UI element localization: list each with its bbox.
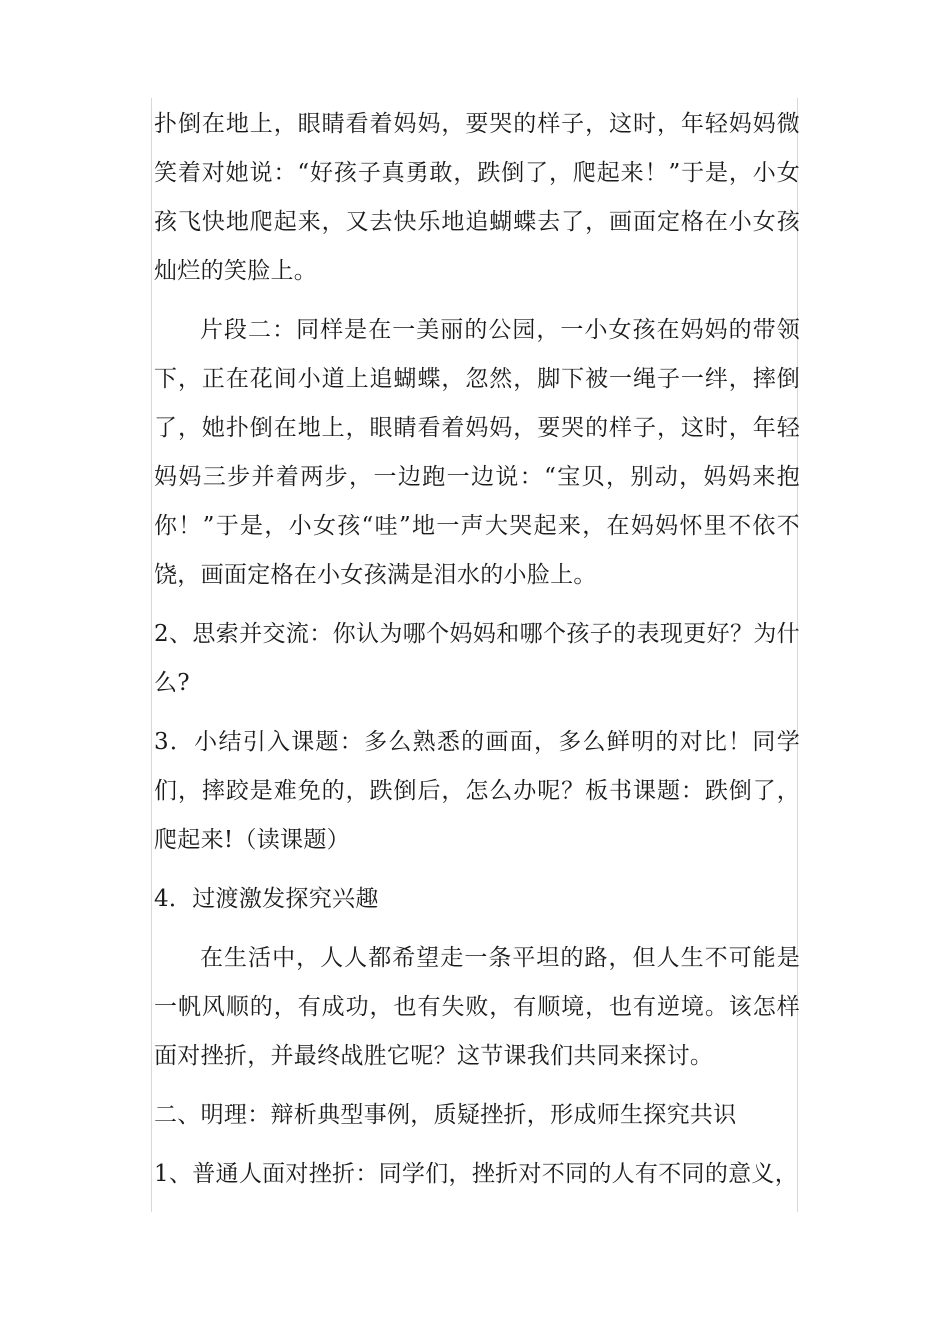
paragraph-transition-heading: 4．过渡激发探究兴趣 [154,886,379,912]
paragraph-summary: 3．小结引入课题：多么熟悉的画面，多么鲜明的对比！同学们，摔跤是难免的，跌倒后，怎么办呢？板书课题：跌倒了，爬起来!（读课题） [154,729,800,853]
paragraph-ordinary-people: 1、普通人面对挫折：同学们，挫折对不同的人有不同的意义， [154,1161,799,1187]
section-heading-two: 二、明理：辩析典型事例，质疑挫折，形成师生探究共识 [154,1102,737,1128]
paragraph-discussion: 2、思索并交流：你认为哪个妈妈和哪个孩子的表现更好？为什么? [154,621,800,696]
paragraph-transition: 在生活中，人人都希望走一条平坦的路，但人生不可能是一帆风顺的，有成功，也有失败，有顺境，也有逆境。该怎样面对挫折，并最终战胜它呢？这节课我们共同来探讨。 [154,945,800,1069]
paragraph-story-two: 片段二：同样是在一美丽的公园，一小女孩在妈妈的带领下，正在花间小道上追蝴蝶，忽然，脚下被一绳子一绊，摔倒了，她扑倒在地上，眼睛看着妈妈，要哭的样子，这时，年轻妈妈三步并着两步，一边跑一边说：“宝贝，别动，妈妈来抱你！”于是，小女孩“哇”地一声大哭起来，在妈妈怀里不依不饶，画面定格在小女孩满是泪水的小脸上。 [154,317,800,588]
document-body [154,100,800,1209]
paragraph-story-one-end: 扑倒在地上，眼睛看着妈妈，要哭的样子，这时，年轻妈妈微笑着对她说：“好孩子真勇敢，跌倒了，爬起来！”于是，小女孩飞快地爬起来，又去快乐地追蝴蝶去了，画面定格在小女孩灿烂的笑脸上。 [154,111,800,284]
